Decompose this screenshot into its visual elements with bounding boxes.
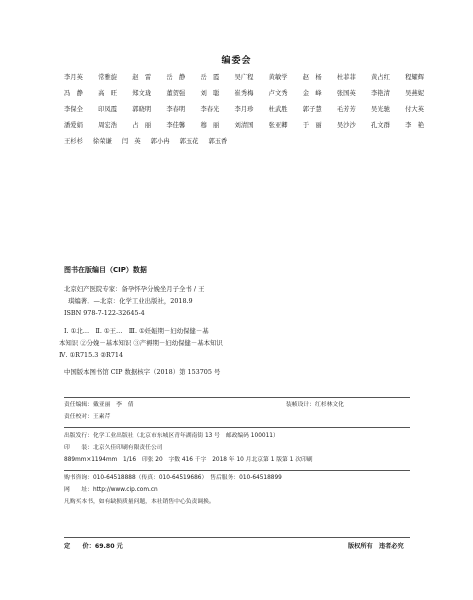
cip-record: 中国版本图书馆 CIP 数据核字（2018）第 153705 号 xyxy=(64,368,221,376)
divider xyxy=(64,537,410,538)
member-name: 刘清国 xyxy=(234,122,254,129)
proofreader: 责任校对：王素芹 xyxy=(64,414,111,420)
member-name: 张国英 xyxy=(336,90,356,97)
member-name: 李春光 xyxy=(200,106,220,113)
member-name: 杜武胜 xyxy=(268,106,288,113)
responsible-editor: 责任编辑：戴亚丽 李 倩 xyxy=(64,402,134,408)
member-name: 李月英 xyxy=(64,74,83,81)
member-name: 李春明 xyxy=(166,106,186,113)
cip-title-line: 北京妇产医院专家：备孕怀孕分娩坐月子全书 / 王 xyxy=(64,285,205,293)
member-name: 赵 杨 xyxy=(302,74,322,81)
rights-notice: 版权所有 违者必究 xyxy=(348,543,404,550)
member-name: 程耀辉 xyxy=(405,74,424,81)
member-name: 李保全 xyxy=(64,106,83,113)
member-name: 刘 聪 xyxy=(200,90,220,97)
member-name: 金 峰 xyxy=(302,90,322,97)
member-name: 郭子慧 xyxy=(302,106,322,113)
member-name: 郑文珑 xyxy=(132,90,152,97)
member-name: 周宏浩 xyxy=(98,122,117,129)
cip-subject-line: Ⅳ. ①R715.3 ②R714 xyxy=(59,351,124,359)
member-name: 郭玉香 xyxy=(208,138,228,145)
member-name: 岳 静 xyxy=(166,74,186,81)
member-name: 于 丽 xyxy=(302,122,322,129)
member-name: 张亚卿 xyxy=(268,122,288,129)
cip-heading: 图书在版编目（CIP）数据 xyxy=(64,266,147,274)
cip-subject-line: 本知识 ②分娩－基本知识 ③产褥期－妇幼保健－基本知识 xyxy=(59,339,223,347)
committee-row-3 xyxy=(64,106,424,114)
member-name: 闫 英 xyxy=(121,138,141,145)
member-name: 吴光驰 xyxy=(370,106,390,113)
member-name: 李月珍 xyxy=(234,106,254,113)
committee-row-1 xyxy=(64,74,424,82)
member-name: 卢文秀 xyxy=(268,90,288,97)
member-name: 董贺强 xyxy=(166,90,186,97)
committee-row-4 xyxy=(64,122,424,130)
cover-design: 装帧设计：红杉林文化 xyxy=(286,402,344,408)
committee-row-2 xyxy=(64,90,424,98)
divider xyxy=(64,397,410,398)
member-name: 吴广程 xyxy=(234,74,254,81)
website: 网 址：http://www.cip.com.cn xyxy=(64,487,158,493)
member-name: 占 丽 xyxy=(132,122,152,129)
cip-isbn: ISBN 978-7-122-32645-4 xyxy=(64,309,145,317)
member-name: 吴沙沙 xyxy=(336,122,356,129)
committee-row-5 xyxy=(64,138,424,146)
member-name: 赵 雷 xyxy=(132,74,152,81)
member-name: 孔文群 xyxy=(370,122,390,129)
member-name: 付大英 xyxy=(405,106,424,113)
member-name: 王杉杉 xyxy=(64,138,83,145)
member-name: 李艳清 xyxy=(370,90,390,97)
member-name: 潘爱娟 xyxy=(64,122,83,129)
member-name: 杜菲菲 xyxy=(336,74,356,81)
service-phone: 购书咨询：010-64518888（传真：010-64519686） 售后服务：010-64518899 xyxy=(64,475,282,481)
price: 定 价：69.80 元 xyxy=(64,543,123,550)
member-name: 黄敏学 xyxy=(268,74,288,81)
committee-title: 编委会 xyxy=(221,56,252,66)
member-name: 郭晓明 xyxy=(132,106,152,113)
cip-title-line: 琪编著．—北京：化学工业出版社，2018.9 xyxy=(68,297,193,305)
divider xyxy=(64,427,410,428)
member-name: 常雅旋 xyxy=(98,74,117,81)
member-name: 徐荣谦 xyxy=(92,138,112,145)
printer-line: 印 装：北京久佳印刷有限责任公司 xyxy=(64,445,163,451)
format-line: 889mm×1194mm 1/16 印张 20 字数 416 千字 2018 年 10 月北京第 1 版第 1 次印刷 xyxy=(64,457,313,463)
member-name: 穆 丽 xyxy=(200,122,220,129)
exchange-notice: 凡购买本书，如有缺损质量问题，本社销售中心负责调换。 xyxy=(64,499,215,505)
member-name: 冯 静 xyxy=(64,90,83,97)
member-name: 李 艳 xyxy=(405,122,424,129)
member-name: 印凤霞 xyxy=(98,106,117,113)
member-name: 高 旺 xyxy=(98,90,117,97)
member-name: 崔秀梅 xyxy=(234,90,254,97)
member-name: 黄占红 xyxy=(370,74,390,81)
cip-subject-line: Ⅰ. ①北… Ⅱ. ①王… Ⅲ. ①妊娠期－妇幼保健－基 xyxy=(64,327,209,335)
divider xyxy=(64,470,410,471)
publisher-line: 出版发行：化学工业出版社（北京市东城区青年湖南街 13 号 邮政编码 100011） xyxy=(64,433,279,439)
member-name: 岳 霞 xyxy=(200,74,220,81)
member-name: 郭玉花 xyxy=(179,138,199,145)
member-name: 郭小冉 xyxy=(150,138,170,145)
member-name: 李佳馨 xyxy=(166,122,186,129)
member-name: 毛芳芳 xyxy=(336,106,356,113)
member-name: 吴燕妮 xyxy=(405,90,424,97)
